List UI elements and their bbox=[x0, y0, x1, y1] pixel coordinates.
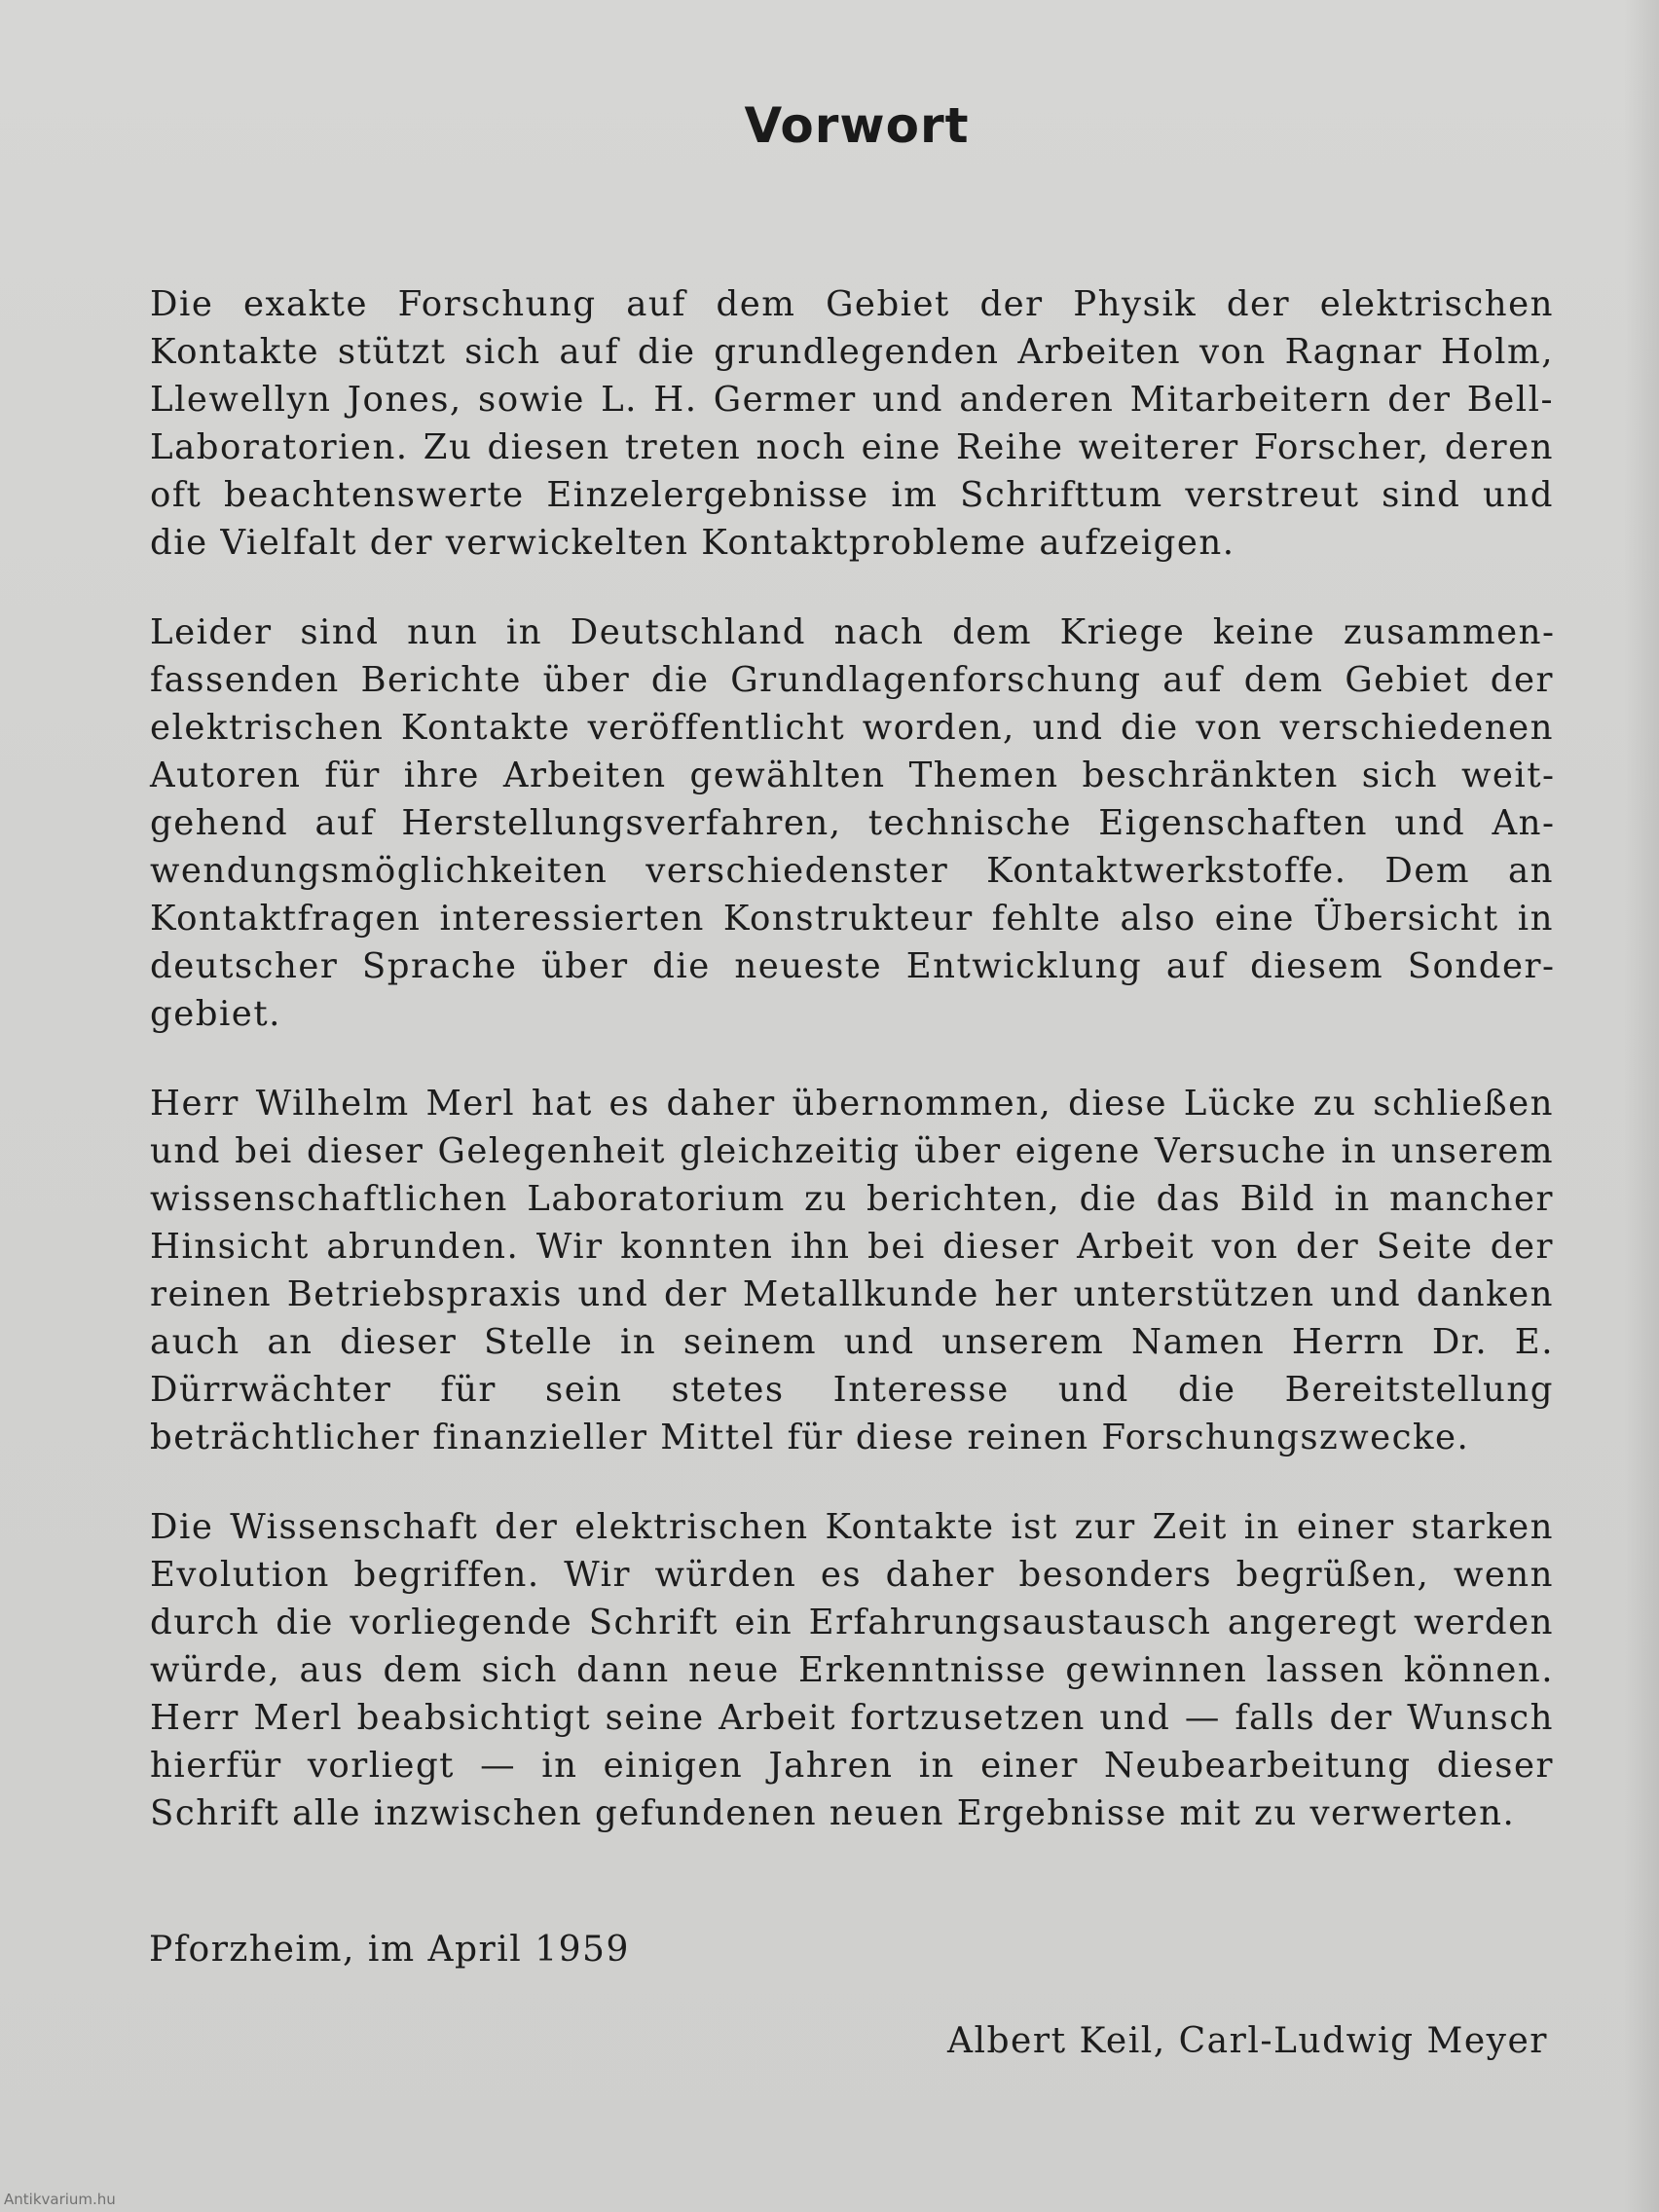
page-title: Vorwort bbox=[744, 97, 970, 154]
place-date: Pforzheim, im April 1959 bbox=[149, 1930, 630, 1970]
paragraph-2: Leider sind nun in Deutschland nach dem Kriege keine zusammenfassenden Berichte über die Grundlagenforschung auf dem Gebiet der elektrischen Kontakte veröffentlicht worden, und die von verschiedenen Autoren für ihre Arbeiten gewählten Themen beschränkten sich weitgehend auf Herstellungsverfahren, technische Eigenschaften und Anwendungsmöglichkeiten verschiedenster Kontaktwerkstoffe. Dem an Kontaktfragen interessierten Konstrukteur fehlte also eine Übersicht in deutscher Sprache über die neueste Entwicklung auf diesem Sondergebiet. bbox=[150, 612, 1554, 1034]
preface-body bbox=[150, 280, 1554, 1879]
signature: Albert Keil, Carl-Ludwig Meyer bbox=[947, 2021, 1548, 2061]
paragraph-3: Herr Wilhelm Merl hat es daher übernommen, diese Lücke zu schließen und bei dieser Gelegenheit gleichzeitig über eigene Versuche in unserem wissenschaftlichen Laboratorium zu berichten, die das Bild in mancher Hinsicht abrunden. Wir konnten ihn bei dieser Arbeit von der Seite der reinen Betriebspraxis und der Metallkunde her unterstützen und danken auch an dieser Stelle in seinem und unserem Namen Herrn Dr. E. Dürrwächter für sein stetes Interesse und die Bereitstellung beträchtlicher finanzieller Mittel für diese reinen Forschungszwecke. bbox=[150, 1084, 1554, 1457]
page-edge-shadow bbox=[1624, 0, 1659, 2212]
paragraph-1: Die exakte Forschung auf dem Gebiet der Physik der elektrischen Kontakte stützt sich auf die grundlegenden Arbeiten von Ragnar Holm, Llewellyn Jones, sowie L. H. Germer und anderen Mitarbeitern der Bell-Laboratorien. Zu diesen treten noch eine Reihe weiterer Forscher, deren oft beachtenswerte Einzelergebnisse im Schrifttum verstreut sind und die Vielfalt der verwickelten Kontaktprobleme aufzeigen. bbox=[150, 284, 1554, 563]
watermark: Antikvarium.hu bbox=[4, 2191, 116, 2208]
paragraph-4: Die Wissenschaft der elektrischen Kontakte ist zur Zeit in einer starken Evolution begriffen. Wir würden es daher besonders begrüßen, wenn durch die vorliegende Schrift ein Erfahrungsaustausch angeregt werden würde, aus dem sich dann neue Erkenntnisse gewinnen lassen können. Herr Merl beabsichtigt seine Arbeit fortzusetzen und — falls der Wunsch hierfür vorliegt — in einigen Jahren in einer Neubearbeitung dieser Schrift alle inzwischen gefundenen neuen Ergebnisse mit zu verwerten. bbox=[150, 1507, 1554, 1833]
